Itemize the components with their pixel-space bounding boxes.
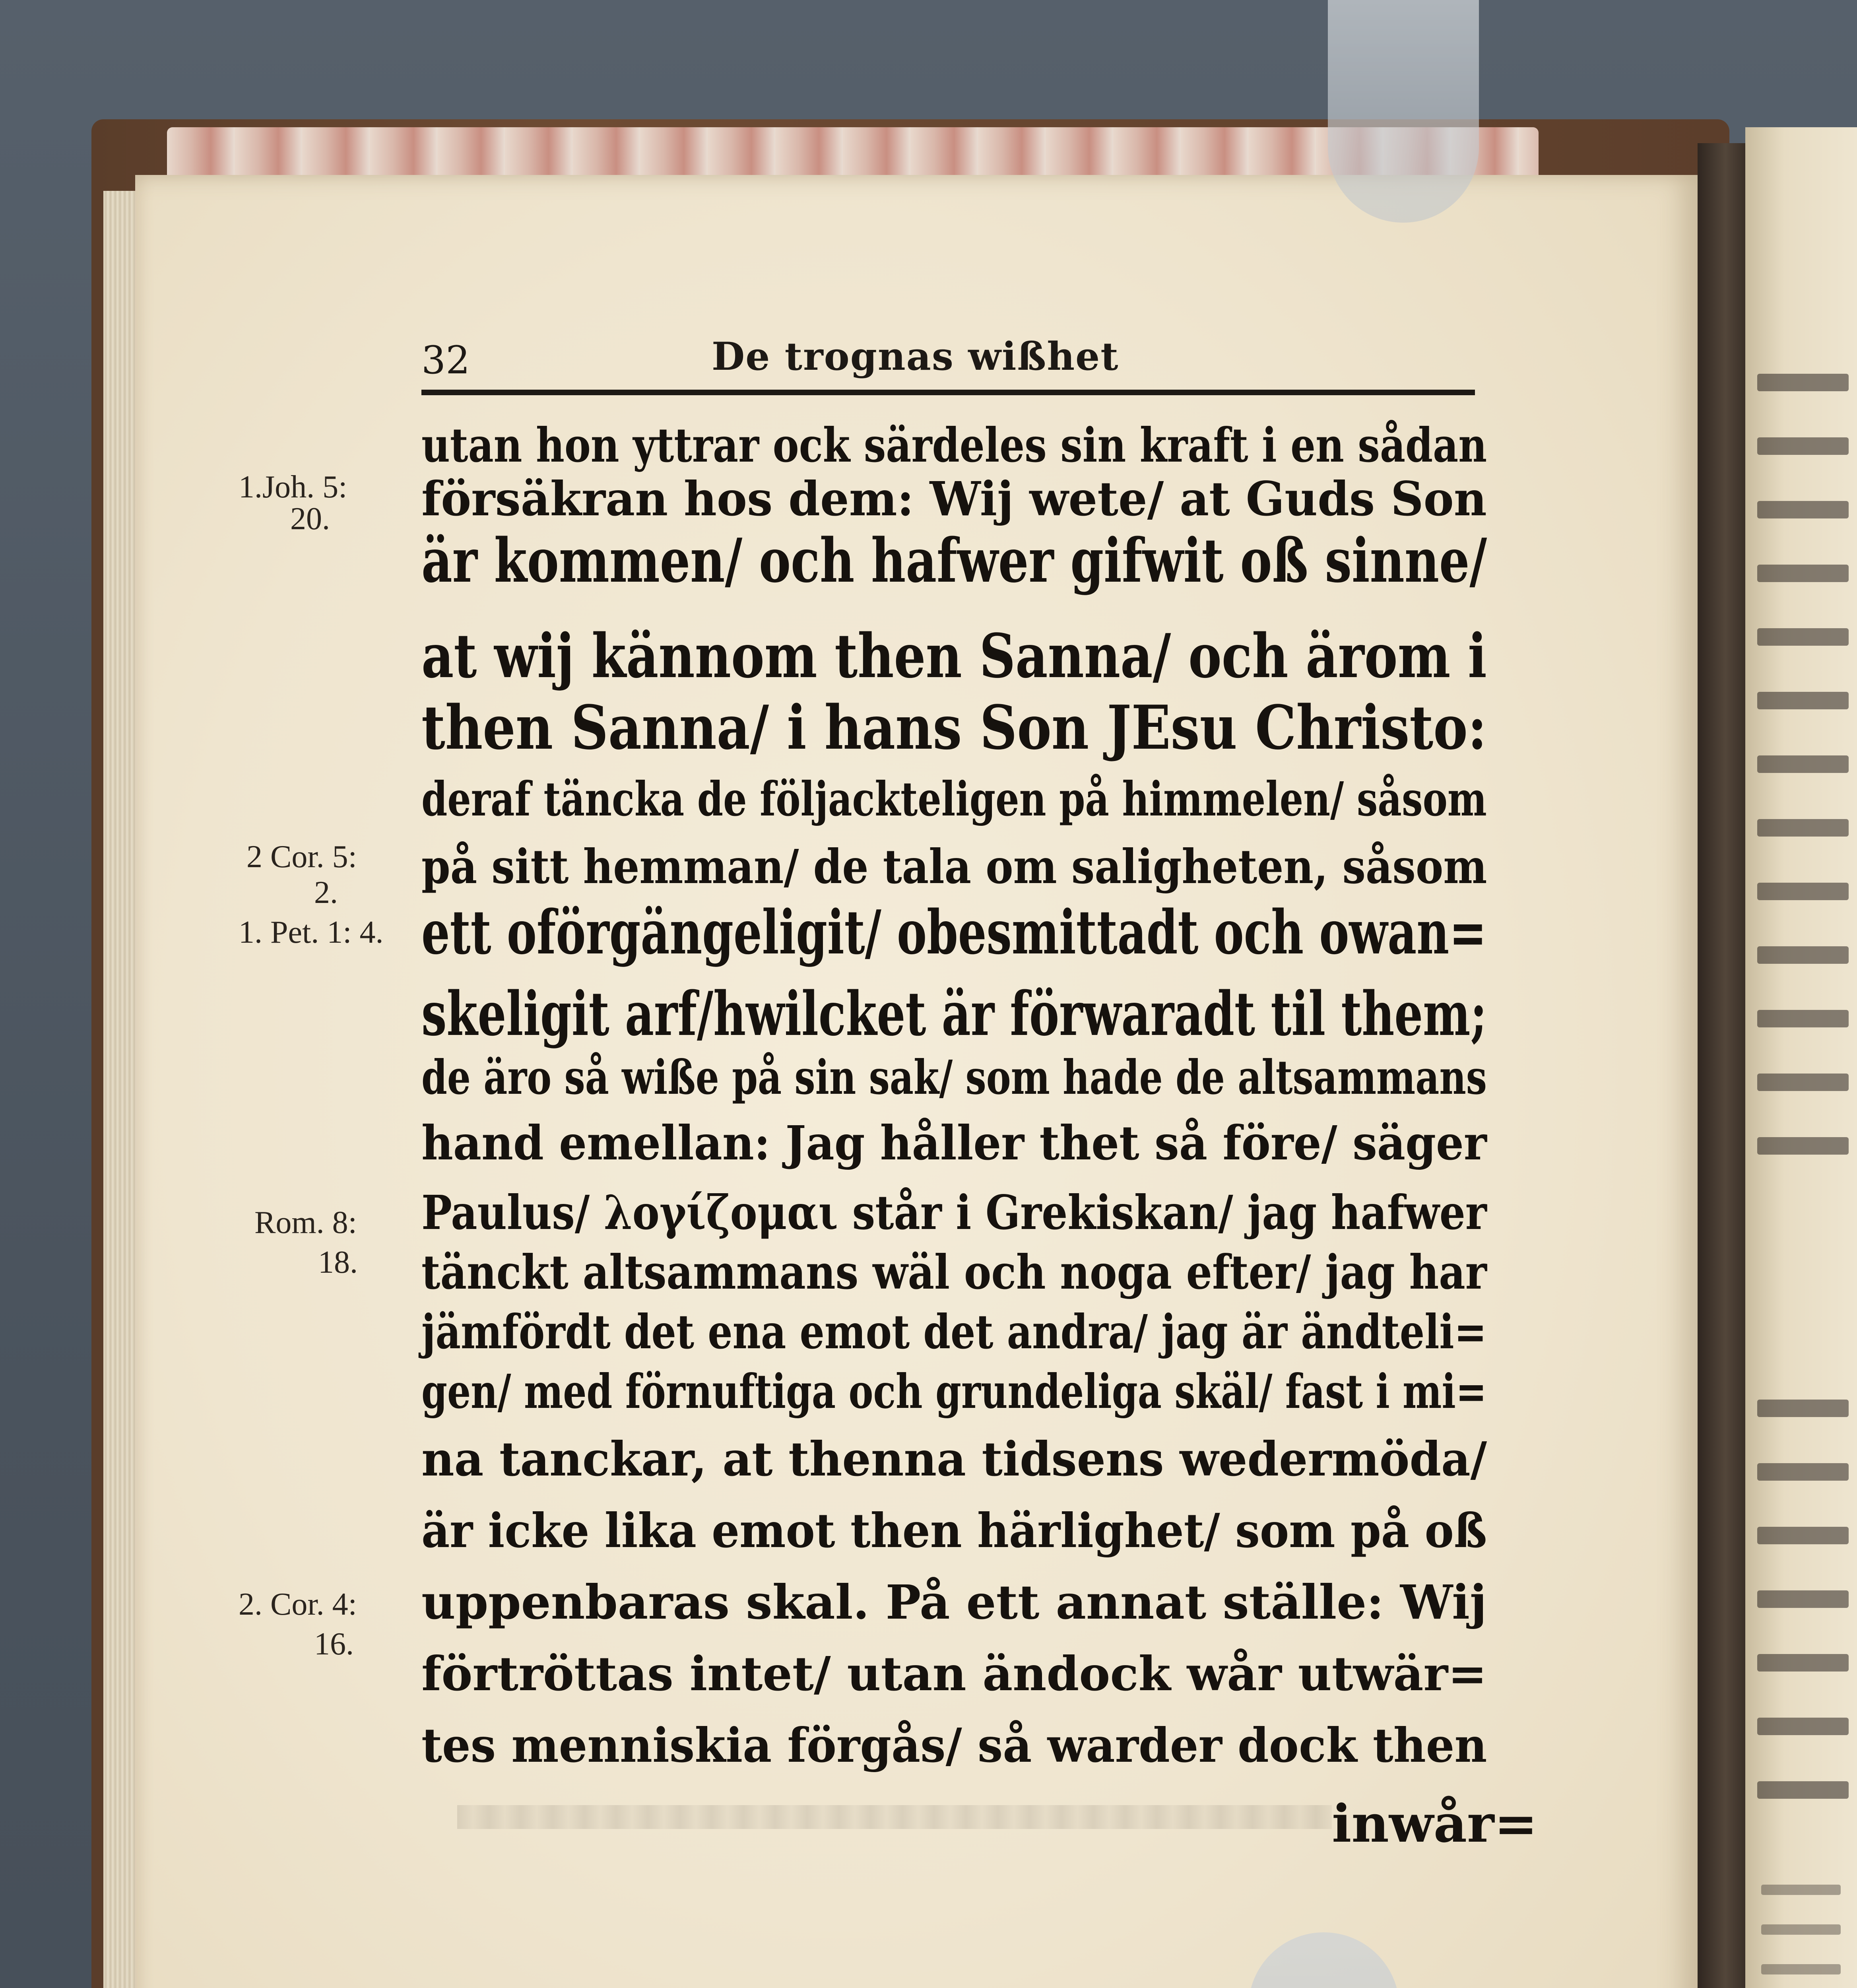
facing-text-fragment [1757,1137,1849,1155]
facing-text-fragment [1757,1527,1849,1544]
facing-page [1745,127,1857,1988]
text-line: uppenbaras skal. På ett annat ställe: Wij [421,1574,1487,1630]
margin-reference: 1. Pet. 1: 4. [239,915,384,950]
facing-text-fragment [1757,565,1849,582]
text-line: de äro så wiße på sin sak/ som hade de altsammans [421,1050,1487,1105]
facing-footnote-fragment [1761,1924,1841,1935]
text-line: är kommen/ och hafwer gifwit oß sinne/ [421,525,1487,596]
text-line: Paulus/ λογίζομαι står i Grekiskan/ jag hafwer [421,1185,1487,1240]
facing-text-fragment [1757,628,1849,646]
catchword: inwår= [1332,1793,1538,1854]
facing-text-fragment [1757,755,1849,773]
margin-reference: 16. [314,1627,354,1662]
text-line: deraf täncka de följackteligen på himmelen/ såsom [421,771,1487,827]
facing-text-fragment [1757,374,1849,391]
text-line: utan hon yttrar ock särdeles sin kraft i en sådan [421,417,1487,473]
text-line: försäkran hos dem: Wij wete/ at Guds Son [421,471,1487,526]
text-line: förtröttas intet/ utan ändock wår utwär= [421,1646,1487,1701]
facing-text-fragment [1757,1463,1849,1481]
text-line: at wij kännom then Sanna/ och ärom i [421,620,1487,691]
text-line: tänckt altsammans wäl och noga efter/ jag har [421,1244,1487,1300]
facing-text-fragment [1757,692,1849,709]
margin-reference: Rom. 8: [254,1205,357,1240]
facing-footnote-fragment [1761,1964,1841,1974]
margin-reference: 20. [290,501,330,536]
facing-text-fragment [1757,1590,1849,1608]
text-line: tes menniskia förgås/ så warder dock then [421,1718,1487,1773]
margin-reference: 18. [318,1245,358,1280]
facing-text-fragment [1757,1010,1849,1027]
text-line: gen/ med förnuftiga och grundeliga skäl/ fast i mi= [421,1364,1487,1419]
facing-text-fragment [1757,1781,1849,1799]
facing-footnote-fragment [1761,1885,1841,1895]
text-line: ett oförgängeligit/ obesmittadt och owan= [421,897,1487,968]
facing-text-fragment [1757,946,1849,964]
page-header [421,334,1475,386]
facing-text-fragment [1757,1718,1849,1735]
facing-text-fragment [1757,501,1849,518]
page-number: 32 [421,338,470,382]
facing-text-fragment [1757,437,1849,455]
margin-reference: 2. [314,875,338,910]
facing-text-fragment [1757,1074,1849,1091]
text-line: är icke lika emot then härlighet/ som på oß [421,1503,1487,1558]
text-line: jämfördt det ena emot det andra/ jag är ändteli= [421,1304,1487,1359]
text-line: hand emellan: Jag håller thet så före/ säger [421,1115,1487,1171]
running-title: De trognas wißhet [712,334,1119,379]
margin-reference: 2 Cor. 5: [246,839,357,874]
text-line: then Sanna/ i hans Son JEsu Christo: [421,692,1487,763]
text-line: na tanckar, at thenna tidsens wedermöda/ [421,1431,1487,1487]
book-gutter [1698,143,1753,1988]
page-clip-top [1328,0,1479,223]
header-rule [421,390,1475,395]
margin-reference: 2. Cor. 4: [239,1587,357,1622]
facing-text-fragment [1757,883,1849,900]
facing-text-fragment [1757,1654,1849,1672]
show-through-text [457,1805,1332,1829]
facing-text-fragment [1757,819,1849,837]
facing-text-fragment [1757,1400,1849,1417]
text-line: skeligit arf/hwilcket är förwaradt til them; [421,978,1487,1049]
margin-reference: 1.Joh. 5: [239,470,347,505]
text-line: på sitt hemman/ de tala om saligheten, såsom [421,839,1487,894]
